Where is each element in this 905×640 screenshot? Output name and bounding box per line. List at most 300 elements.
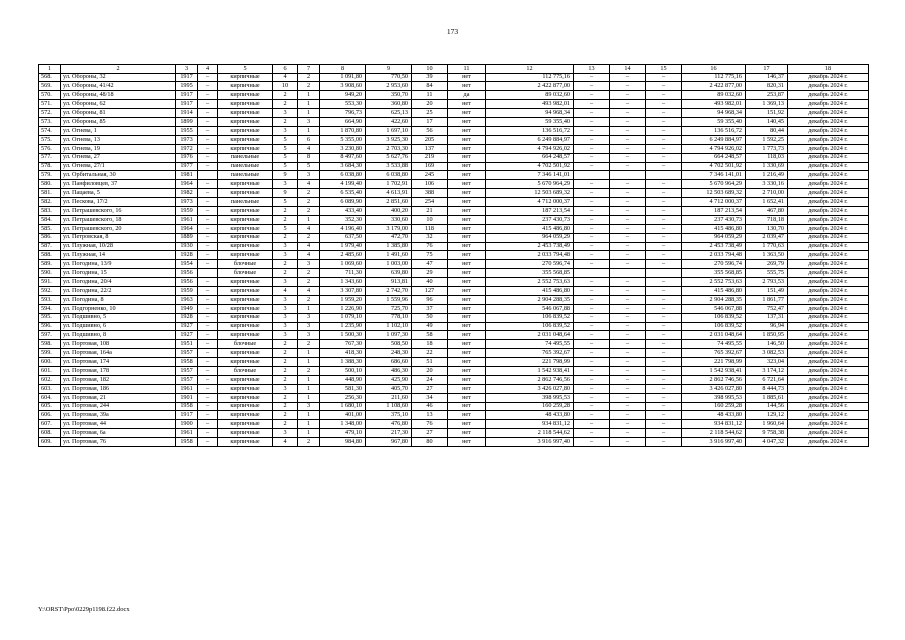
table-cell-col-4: – [198, 384, 218, 393]
table-cell-col-7: 2 [298, 206, 320, 215]
table-cell-col-15: – [646, 331, 682, 340]
table-cell-col-14 [610, 269, 646, 278]
table-cell-col-2: ул. Портовая, 76 [61, 438, 176, 447]
column-header-11: 11 [448, 65, 486, 74]
table-cell-col-2: ул. Панфиловцев, 37 [61, 180, 176, 189]
column-header-15: 15 [646, 65, 682, 74]
column-header-8: 8 [320, 65, 366, 74]
table-cell-col-12: 94 968,34 [486, 109, 574, 118]
table-cell-col-11: нет [448, 215, 486, 224]
table-cell-col-12: 1 542 938,41 [486, 366, 574, 375]
table-cell-col-11: да [448, 91, 486, 100]
table-cell-col-1: 607. [39, 420, 61, 429]
table-cell-col-3: 1917 [176, 91, 198, 100]
table-cell-col-18: декабрь 2024 г. [788, 162, 869, 171]
table-cell-col-15: – [646, 242, 682, 251]
table-cell-col-14: – [610, 251, 646, 260]
table-cell-col-4: – [198, 420, 218, 429]
table-cell-col-18: декабрь 2024 г. [788, 375, 869, 384]
table-row [39, 420, 869, 429]
table-cell-col-17: 2 793,53 [746, 278, 788, 287]
table-cell-col-14: – [610, 91, 646, 100]
column-header-12: 12 [486, 65, 574, 74]
table-cell-col-10: 13 [412, 411, 448, 420]
table-cell-col-4: – [198, 206, 218, 215]
table-cell-col-8: 553,30 [320, 100, 366, 109]
table-cell-col-2: ул. Портовая, 21 [61, 393, 176, 402]
table-cell-col-16: 237 430,73 [682, 215, 746, 224]
column-header-6: 6 [273, 65, 298, 74]
table-cell-col-15: – [646, 109, 682, 118]
table-cell-col-18: декабрь 2024 г. [788, 429, 869, 438]
table-cell-col-16: 12 503 689,32 [682, 189, 746, 198]
table-cell-col-15: – [646, 91, 682, 100]
table-cell-col-4: – [198, 233, 218, 242]
table-cell-col-12: 546 067,88 [486, 304, 574, 313]
table-cell-col-16: 2 453 738,49 [682, 242, 746, 251]
table-cell-col-1: 583. [39, 206, 61, 215]
table-cell-col-14: – [610, 100, 646, 109]
table-cell-col-3: 1959 [176, 286, 198, 295]
table-cell-col-11: нет [448, 224, 486, 233]
table-cell-col-2: ул. Огнева, 27/1 [61, 162, 176, 171]
table-cell-col-1: 573. [39, 118, 61, 127]
table-cell-col-8: 352,30 [320, 215, 366, 224]
table-cell-col-16: 4 702 501,92 [682, 162, 746, 171]
table-cell-col-13: – [574, 91, 610, 100]
table-cell-col-12: 12 503 689,32 [486, 189, 574, 198]
table-cell-col-4: – [198, 278, 218, 287]
table-cell-col-17: 1 850,95 [746, 331, 788, 340]
table-cell-col-5: кирпичные [218, 358, 273, 367]
table-cell-col-13: – [574, 304, 610, 313]
table-cell-col-2: ул. Погодина, 22/2 [61, 286, 176, 295]
table-cell-col-2: ул. Портовая, 178 [61, 366, 176, 375]
table-cell-col-8: 1 091,80 [320, 73, 366, 82]
table-cell-col-15: – [646, 429, 682, 438]
table-cell-col-17: 1 369,13 [746, 100, 788, 109]
table-cell-col-13: – [574, 340, 610, 349]
table-cell-col-9: 1 491,60 [366, 251, 412, 260]
table-cell-col-11: нет [448, 304, 486, 313]
table-cell-col-6: 2 [273, 366, 298, 375]
column-header-10: 10 [412, 65, 448, 74]
table-cell-col-2: ул. Обороны, 85 [61, 118, 176, 127]
table-cell-col-8: 664,90 [320, 118, 366, 127]
table-cell-col-6: 10 [273, 82, 298, 91]
table-cell-col-6: 5 [273, 224, 298, 233]
table-cell-col-8: 1 959,20 [320, 295, 366, 304]
table-cell-col-3: 1958 [176, 402, 198, 411]
column-header-4: 4 [198, 65, 218, 74]
table-cell-col-4: – [198, 189, 218, 198]
table-cell-col-12: 237 430,73 [486, 215, 574, 224]
table-cell-col-16: 415 486,80 [682, 224, 746, 233]
table-cell-col-2: ул. Петрашевского, 18 [61, 215, 176, 224]
table-cell-col-7: 4 [298, 242, 320, 251]
table-cell-col-4: – [198, 331, 218, 340]
table-cell-col-14: – [610, 411, 646, 420]
table-cell-col-9: 425,90 [366, 375, 412, 384]
table-cell-col-14: – [610, 153, 646, 162]
table-cell-col-12: 355 568,85 [486, 269, 574, 278]
table-cell-col-12: 187 213,54 [486, 206, 574, 215]
table-cell-col-4: – [198, 286, 218, 295]
table-cell-col-17: 555,75 [746, 269, 788, 278]
table-cell-col-10: 84 [412, 82, 448, 91]
table-cell-col-7: 2 [298, 278, 320, 287]
table-cell-col-16: 4 794 926,02 [682, 144, 746, 153]
table-row [39, 171, 869, 180]
table-cell-col-6: 4 [273, 438, 298, 447]
table-cell-col-2: ул. Погодина, 15 [61, 269, 176, 278]
table-cell-col-11: нет [448, 206, 486, 215]
column-header-5: 5 [218, 65, 273, 74]
table-cell-col-5: кирпичные [218, 420, 273, 429]
table-cell-col-3: 1958 [176, 438, 198, 447]
table-cell-col-9: 1 559,96 [366, 295, 412, 304]
table-cell-col-5: панельные [218, 153, 273, 162]
table-cell-col-8: 401,00 [320, 411, 366, 420]
table-cell-col-2: ул. Портовая, 44 [61, 420, 176, 429]
table-cell-col-5: кирпичные [218, 135, 273, 144]
table-cell-col-7: 1 [298, 109, 320, 118]
table-cell-col-6: 4 [273, 73, 298, 82]
table-cell-col-3: 1964 [176, 180, 198, 189]
table-cell-col-13: – [574, 286, 610, 295]
table-cell-col-2: ул. Орбитальная, 30 [61, 171, 176, 180]
table-cell-col-6: 3 [273, 126, 298, 135]
table-cell-col-1: 595. [39, 313, 61, 322]
table-cell-col-3: 1955 [176, 126, 198, 135]
table-cell-col-12: 106 839,52 [486, 313, 574, 322]
table-row [39, 322, 869, 331]
table-cell-col-11: нет [448, 349, 486, 358]
table-cell-col-12: 664 248,57 [486, 153, 574, 162]
table-cell-col-16: 74 495,55 [682, 340, 746, 349]
table-cell-col-10: 58 [412, 331, 448, 340]
table-cell-col-1: 608. [39, 429, 61, 438]
table-cell-col-15: – [646, 358, 682, 367]
table-cell-col-17: 3 174,12 [746, 366, 788, 375]
table-cell-col-8: 711,30 [320, 269, 366, 278]
table-cell-col-2: ул. Пацаева, 5 [61, 189, 176, 198]
table-cell-col-13: – [574, 295, 610, 304]
table-cell-col-14: – [610, 384, 646, 393]
table-cell-col-6: 3 [273, 384, 298, 393]
table-cell-col-16: 7 346 141,01 [682, 171, 746, 180]
table-row [39, 331, 869, 340]
table-cell-col-5: кирпичные [218, 375, 273, 384]
table-cell-col-15: – [646, 144, 682, 153]
table-cell-col-6: 3 [273, 322, 298, 331]
table-cell-col-9: 770,50 [366, 73, 412, 82]
table-cell-col-18: декабрь 2024 г. [788, 322, 869, 331]
table-cell-col-4: – [198, 224, 218, 233]
table-cell-col-3: 1917 [176, 411, 198, 420]
table-cell-col-3: 1961 [176, 429, 198, 438]
table-cell-col-3: 1961 [176, 215, 198, 224]
table-cell-col-7: 1 [298, 375, 320, 384]
table-cell-col-18: декабрь 2024 г. [788, 126, 869, 135]
table-cell-col-14: – [610, 126, 646, 135]
table-cell-col-13 [574, 171, 610, 180]
table-cell-col-15: – [646, 420, 682, 429]
table-cell-col-4: – [198, 402, 218, 411]
table-cell-col-12: 5 670 964,29 [486, 180, 574, 189]
table-cell-col-12: 136 516,72 [486, 126, 574, 135]
table-cell-col-9: 217,30 [366, 429, 412, 438]
table-cell-col-15: – [646, 340, 682, 349]
table-cell-col-6: 3 [273, 180, 298, 189]
table-row [39, 189, 869, 198]
table-cell-col-13: – [574, 384, 610, 393]
table-cell-col-10: 47 [412, 260, 448, 269]
table-cell-col-3: 1914 [176, 109, 198, 118]
table-cell-col-12: 765 392,67 [486, 349, 574, 358]
table-cell-col-16: 59 355,40 [682, 118, 746, 127]
table-cell-col-15: – [646, 162, 682, 171]
table-cell-col-17: 146,37 [746, 73, 788, 82]
table-cell-col-3: 1961 [176, 384, 198, 393]
table-cell-col-16: 136 516,72 [682, 126, 746, 135]
table-cell-col-2: ул. Пескова, 17/2 [61, 198, 176, 207]
table-cell-col-8: 984,80 [320, 438, 366, 447]
table-cell-col-5: кирпичные [218, 331, 273, 340]
table-cell-col-9: 2 851,60 [366, 198, 412, 207]
table-cell-col-4: – [198, 126, 218, 135]
table-cell-col-10: 388 [412, 189, 448, 198]
table-cell-col-10: 49 [412, 322, 448, 331]
table-cell-col-3: 1951 [176, 340, 198, 349]
table-cell-col-12: 2 904 288,35 [486, 295, 574, 304]
table-cell-col-8: 3 307,80 [320, 286, 366, 295]
table-cell-col-16: 2 904 288,35 [682, 295, 746, 304]
table-cell-col-12: 2 453 738,49 [486, 242, 574, 251]
table-cell-col-4: – [198, 304, 218, 313]
table-cell-col-9: 1 108,60 [366, 402, 412, 411]
table-row [39, 215, 869, 224]
table-cell-col-12: 6 249 884,97 [486, 135, 574, 144]
table-cell-col-16: 964 059,29 [682, 233, 746, 242]
table-cell-col-9: 350,70 [366, 91, 412, 100]
table-cell-col-3: 1956 [176, 278, 198, 287]
table-cell-col-17: 718,18 [746, 215, 788, 224]
table-cell-col-2: ул. Обороны, 81 [61, 109, 176, 118]
table-cell-col-11: нет [448, 109, 486, 118]
table-cell-col-13: – [574, 349, 610, 358]
table-cell-col-1: 585. [39, 224, 61, 233]
table-cell-col-1: 606. [39, 411, 61, 420]
table-cell-col-18: декабрь 2024 г. [788, 366, 869, 375]
table-cell-col-17: 137,31 [746, 313, 788, 322]
table-cell-col-18: декабрь 2024 г. [788, 91, 869, 100]
table-cell-col-2: ул. Погодина, 20/4 [61, 278, 176, 287]
table-cell-col-4: – [198, 358, 218, 367]
table-cell-col-7: 4 [298, 251, 320, 260]
table-row [39, 126, 869, 135]
table-cell-col-15: – [646, 180, 682, 189]
table-row [39, 242, 869, 251]
table-cell-col-13: – [574, 73, 610, 82]
table-cell-col-9: 778,10 [366, 313, 412, 322]
table-cell-col-11: нет [448, 286, 486, 295]
table-cell-col-7: 6 [298, 135, 320, 144]
table-cell-col-16: 765 392,67 [682, 349, 746, 358]
column-header-18: 18 [788, 65, 869, 74]
table-cell-col-9: 1 003,00 [366, 260, 412, 269]
table-cell-col-7: 5 [298, 162, 320, 171]
table-cell-col-14: – [610, 375, 646, 384]
table-cell-col-18: декабрь 2024 г. [788, 198, 869, 207]
column-header-2: 2 [61, 65, 176, 74]
table-cell-col-2: ул. Обороны, 41/42 [61, 82, 176, 91]
table-cell-col-18: декабрь 2024 г. [788, 393, 869, 402]
table-cell-col-14: – [610, 135, 646, 144]
table-cell-col-18: декабрь 2024 г. [788, 109, 869, 118]
table-cell-col-10: 29 [412, 269, 448, 278]
table-cell-col-3: 1927 [176, 331, 198, 340]
table-cell-col-10: 46 [412, 402, 448, 411]
table-cell-col-3: 1957 [176, 349, 198, 358]
table-cell-col-10: 11 [412, 91, 448, 100]
table-cell-col-11: нет [448, 233, 486, 242]
table-cell-col-13: – [574, 109, 610, 118]
table-cell-col-13: – [574, 411, 610, 420]
table-cell-col-3: 1973 [176, 198, 198, 207]
table-cell-col-12: 934 831,12 [486, 420, 574, 429]
table-cell-col-18: декабрь 2024 г. [788, 73, 869, 82]
table-row [39, 286, 869, 295]
table-cell-col-13: – [574, 242, 610, 251]
table-cell-col-14: – [610, 286, 646, 295]
table-cell-col-11: нет [448, 331, 486, 340]
table-cell-col-1: 570. [39, 91, 61, 100]
table-cell-col-1: 609. [39, 438, 61, 447]
table-cell-col-7: 3 [298, 313, 320, 322]
table-cell-col-6: 9 [273, 189, 298, 198]
table-cell-col-2: ул. Подгорненко, 10 [61, 304, 176, 313]
table-cell-col-4: – [198, 153, 218, 162]
table-cell-col-8: 1 348,00 [320, 420, 366, 429]
table-cell-col-9: 725,70 [366, 304, 412, 313]
table-cell-col-5: кирпичные [218, 384, 273, 393]
table-cell-col-17: 118,03 [746, 153, 788, 162]
table-cell-col-8: 500,10 [320, 366, 366, 375]
table-cell-col-15: – [646, 198, 682, 207]
table-cell-col-10: 76 [412, 420, 448, 429]
table-cell-col-3: 1957 [176, 375, 198, 384]
table-cell-col-9: 3 925,30 [366, 135, 412, 144]
table-cell-col-18: декабрь 2024 г. [788, 384, 869, 393]
table-row [39, 144, 869, 153]
table-cell-col-11: нет [448, 340, 486, 349]
table-cell-col-6: 9 [273, 171, 298, 180]
table-cell-col-2: ул. Погодина, 8 [61, 295, 176, 304]
table-cell-col-18: декабрь 2024 г. [788, 100, 869, 109]
table-cell-col-13: – [574, 429, 610, 438]
table-cell-col-6: 3 [273, 304, 298, 313]
table-row [39, 366, 869, 375]
table-cell-col-7: 4 [298, 286, 320, 295]
table-cell-col-3: 1972 [176, 144, 198, 153]
table-cell-col-6: 2 [273, 260, 298, 269]
table-cell-col-3: 1973 [176, 135, 198, 144]
table-cell-col-3: 1959 [176, 206, 198, 215]
table-cell-col-8: 3 908,60 [320, 82, 366, 91]
table-cell-col-15: – [646, 215, 682, 224]
table-cell-col-7: 3 [298, 171, 320, 180]
table-row [39, 349, 869, 358]
table-cell-col-9: 1 102,10 [366, 322, 412, 331]
table-cell-col-9: 375,10 [366, 411, 412, 420]
table-cell-col-2: ул. Портовая, 6а [61, 429, 176, 438]
table-cell-col-10: 32 [412, 233, 448, 242]
table-cell-col-11: нет [448, 73, 486, 82]
table-cell-col-12: 398 995,53 [486, 393, 574, 402]
table-cell-col-11: нет [448, 260, 486, 269]
table-cell-col-7: 3 [298, 402, 320, 411]
table-cell-col-10: 39 [412, 73, 448, 82]
table-cell-col-7: 2 [298, 198, 320, 207]
table-cell-col-16: 1 542 938,41 [682, 366, 746, 375]
table-cell-col-14: – [610, 322, 646, 331]
table-cell-col-8: 1 235,90 [320, 322, 366, 331]
table-cell-col-12: 48 433,80 [486, 411, 574, 420]
table-cell-col-6: 2 [273, 206, 298, 215]
table-cell-col-17: 1 330,69 [746, 162, 788, 171]
table-cell-col-7: 1 [298, 411, 320, 420]
table-cell-col-17: 820,31 [746, 82, 788, 91]
table-cell-col-7: 1 [298, 100, 320, 109]
table-cell-col-18: декабрь 2024 г. [788, 171, 869, 180]
table-cell-col-2: ул. Петрашевского, 20 [61, 224, 176, 233]
table-cell-col-1: 588. [39, 251, 61, 260]
table-cell-col-9: 1 097,30 [366, 331, 412, 340]
table-cell-col-17: 1 773,73 [746, 144, 788, 153]
table-cell-col-8: 3 230,80 [320, 144, 366, 153]
table-cell-col-2: ул. Обороны, 62 [61, 100, 176, 109]
table-cell-col-6: 2 [273, 340, 298, 349]
table-cell-col-6: 3 [273, 109, 298, 118]
table-cell-col-7: 1 [298, 420, 320, 429]
table-cell-col-15: – [646, 411, 682, 420]
table-cell-col-17: 269,79 [746, 260, 788, 269]
table-cell-col-9: 686,60 [366, 358, 412, 367]
table-cell-col-4: – [198, 349, 218, 358]
table-cell-col-6: 5 [273, 144, 298, 153]
table-cell-col-1: 605. [39, 402, 61, 411]
page-number: 173 [446, 27, 459, 36]
table-cell-col-13: – [574, 331, 610, 340]
table-cell-col-12: 493 982,01 [486, 100, 574, 109]
table-cell-col-16: 6 249 884,97 [682, 135, 746, 144]
table-cell-col-4: – [198, 242, 218, 251]
table-cell-col-9: 6 038,80 [366, 171, 412, 180]
table-cell-col-4: – [198, 180, 218, 189]
table-cell-col-1: 591. [39, 278, 61, 287]
table-cell-col-9: 1 697,10 [366, 126, 412, 135]
table-cell-col-16: 355 568,85 [682, 269, 746, 278]
table-cell-col-10: 34 [412, 393, 448, 402]
table-cell-col-13: – [574, 189, 610, 198]
table-cell-col-11: нет [448, 189, 486, 198]
table-cell-col-15: – [646, 73, 682, 82]
table-cell-col-4: – [198, 198, 218, 207]
table-cell-col-12: 2 422 877,00 [486, 82, 574, 91]
table-cell-col-1: 589. [39, 260, 61, 269]
table-cell-col-6: 3 [273, 295, 298, 304]
